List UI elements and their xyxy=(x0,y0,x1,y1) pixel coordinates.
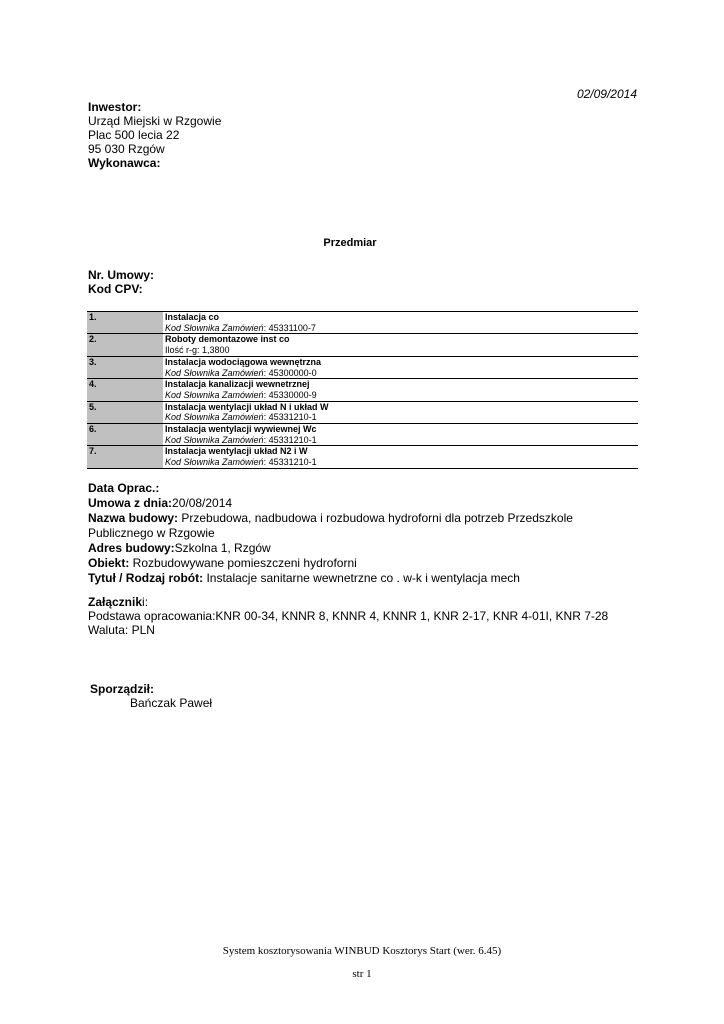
item-code xyxy=(165,345,636,356)
item-code-label: Kod Słownika Zamówień xyxy=(165,367,264,378)
item-code-value: : 45331100-7 xyxy=(263,322,316,333)
item-cell xyxy=(163,379,638,401)
item-cell xyxy=(163,446,638,468)
item-row xyxy=(87,401,638,423)
investor-line: Plac 500 lecia 22 xyxy=(88,128,180,142)
attachments-label-rest: i: xyxy=(142,595,149,609)
item-number: 1. xyxy=(87,312,163,334)
item-code-value: : 45300000-0 xyxy=(263,367,317,378)
investor-block xyxy=(88,100,221,170)
item-code-value: : 45330000-9 xyxy=(263,389,317,400)
footer-page: str 1 xyxy=(352,968,372,980)
item-row xyxy=(87,334,638,356)
item-code xyxy=(165,457,636,468)
nr-umowy-label: Nr. Umowy: xyxy=(88,268,155,282)
item-cell xyxy=(163,334,638,356)
umowa-label: Umowa z dnia: xyxy=(88,496,173,510)
waluta-label: Waluta: xyxy=(88,623,129,637)
item-title: Instalacja wentylacji układ N2 i W xyxy=(165,446,308,457)
umowa-value: 20/08/2014 xyxy=(172,496,233,510)
meta-block xyxy=(88,481,628,586)
tytul-row xyxy=(88,571,628,586)
item-number: 6. xyxy=(87,424,163,446)
item-code xyxy=(165,412,636,423)
item-row xyxy=(87,446,638,468)
nazwa-row xyxy=(88,511,628,541)
signature-block xyxy=(90,682,212,710)
item-code-label: Kod Słownika Zamówień xyxy=(165,457,264,468)
item-cell xyxy=(163,424,638,446)
attachments-row xyxy=(88,595,648,609)
item-code-value: : 45331210-1 xyxy=(263,434,317,445)
item-row xyxy=(87,312,638,334)
item-title: Instalacja wodociągowa wewnętrzna xyxy=(165,356,322,367)
item-code xyxy=(165,368,636,379)
attachments-label: Załącznik xyxy=(88,595,143,609)
item-code-label: Kod Słownika Zamówień xyxy=(165,412,264,423)
waluta-row xyxy=(88,623,648,637)
item-row xyxy=(87,379,638,401)
nazwa-label: Nazwa budowy: xyxy=(88,511,179,525)
item-number: 3. xyxy=(87,356,163,378)
obiekt-row xyxy=(88,556,628,571)
adres-value: Szkolna 1, Rzgów xyxy=(174,541,271,555)
item-code-value: : 45331210-1 xyxy=(263,412,317,423)
data-oprac-label: Data Oprac.: xyxy=(88,481,160,495)
kod-cpv-label: Kod CPV: xyxy=(88,282,143,296)
item-code-label: Kod Słownika Zamówień xyxy=(165,322,264,333)
items-table xyxy=(87,311,638,469)
adres-row xyxy=(88,541,628,556)
item-code-label: Kod Słownika Zamówień xyxy=(165,389,264,400)
tytul-label: Tytuł / Rodzaj robót: xyxy=(88,571,204,585)
investor-label: Inwestor: xyxy=(88,100,142,114)
footer-system: System kosztorysowania WINBUD Kosztorys Start (wer. 6.45) xyxy=(222,945,502,957)
document-title: Przedmiar xyxy=(323,237,377,249)
item-code-value: : 45331210-1 xyxy=(263,457,317,468)
item-row xyxy=(87,424,638,446)
item-row xyxy=(87,356,638,378)
item-title: Roboty demontazowe inst co xyxy=(165,334,290,345)
item-title: Instalacja wentylacji wywiewnej Wc xyxy=(165,424,317,435)
podstawa-row: Podstawa opracowania:KNR 00-34, KNNR 8, KNNR 4, KNNR 1, KNR 2-17, KNR 4-01I, KNR 7-28 xyxy=(88,609,609,623)
item-code-label: Kod Słownika Zamówień xyxy=(165,434,264,445)
tytul-value: Instalacje sanitarne wewnetrzne co . w-k i wentylacja mech xyxy=(203,571,520,585)
item-cell xyxy=(163,356,638,378)
adres-label: Adres budowy: xyxy=(88,541,175,555)
item-title: Instalacja co xyxy=(165,312,220,322)
obiekt-label: Obiekt: xyxy=(88,556,130,570)
contract-block xyxy=(88,268,154,296)
item-code-label: Ilość r-g: 1,3800 xyxy=(165,345,230,356)
signature-name: Bańczak Paweł xyxy=(130,696,213,710)
investor-line: Urząd Miejski w Rzgowie xyxy=(88,114,222,128)
signature-label: Sporządził: xyxy=(90,682,155,696)
item-number: 2. xyxy=(87,334,163,356)
item-code xyxy=(165,390,636,401)
investor-line: 95 030 Rzgów xyxy=(88,142,165,156)
nazwa-value: Przebudowa, nadbudowa i rozbudowa hydroforni dla potrzeb Przedszkole Publicznego w Rzgowie xyxy=(88,511,573,540)
attachments-block xyxy=(88,595,648,637)
document-date: 02/09/2014 xyxy=(576,87,637,101)
contractor-label: Wykonawca: xyxy=(88,156,161,170)
item-code xyxy=(165,323,636,334)
item-title: Instalacja wentylacji układ N i układ W xyxy=(165,401,329,412)
item-cell xyxy=(163,401,638,423)
umowa-row xyxy=(88,496,628,511)
item-code xyxy=(165,435,636,446)
item-number: 5. xyxy=(87,401,163,423)
waluta-value: PLN xyxy=(128,623,155,637)
item-cell xyxy=(163,312,638,334)
item-title: Instalacja kanalizacji wewnetrznej xyxy=(165,379,310,390)
item-number: 4. xyxy=(87,379,163,401)
item-number: 7. xyxy=(87,446,163,468)
obiekt-value: Rozbudowywane pomieszczeni hydroforni xyxy=(129,556,357,570)
